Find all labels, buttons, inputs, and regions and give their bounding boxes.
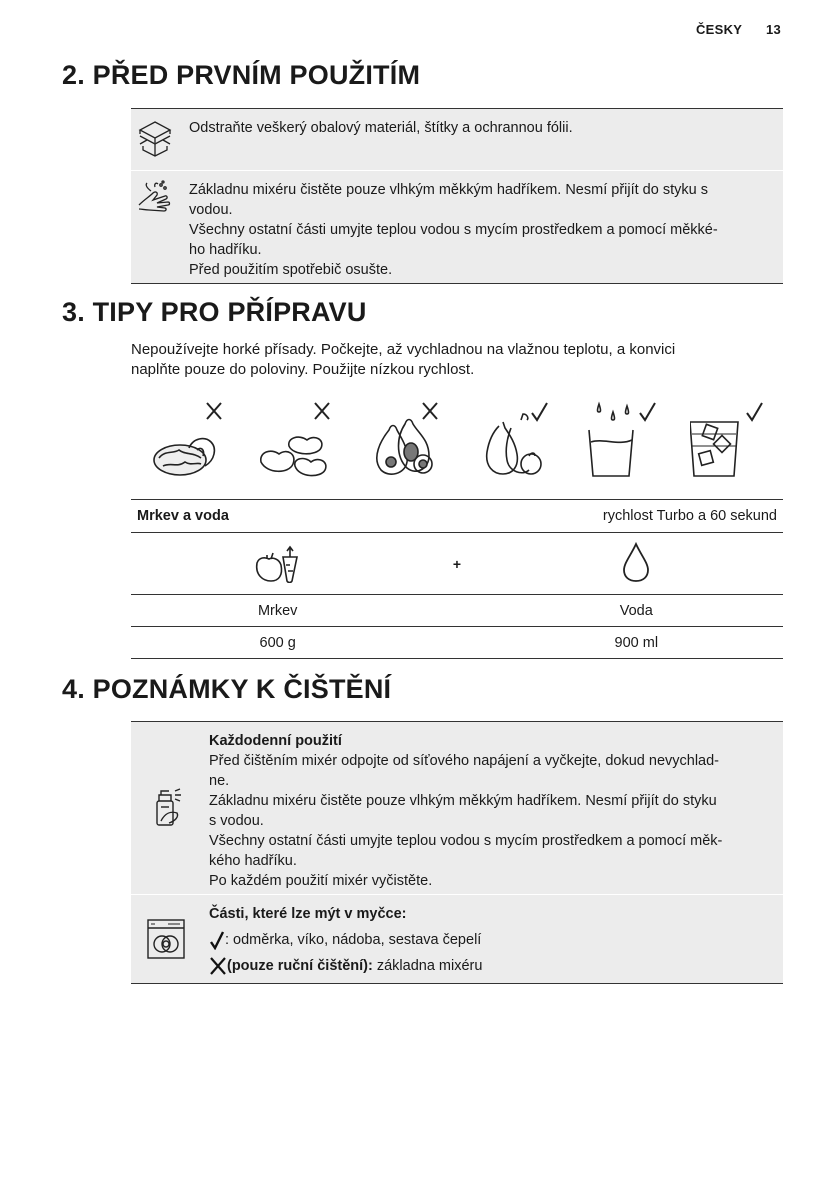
daily-use-row bbox=[131, 722, 783, 894]
ingredient-name-1: Mrkev bbox=[131, 595, 424, 627]
before-first-use-box bbox=[131, 108, 783, 284]
ingredient-amount-1: 600 g bbox=[131, 627, 424, 659]
water-drop-icon bbox=[619, 541, 653, 583]
nuts-icon bbox=[145, 400, 245, 480]
page-number: 13 bbox=[765, 22, 781, 37]
cleaning-row bbox=[131, 170, 783, 283]
check-mark-icon bbox=[640, 403, 655, 420]
cleaning-notes-box bbox=[131, 721, 783, 984]
cross-mark-icon bbox=[209, 956, 227, 976]
ingredient-name-2: Voda bbox=[490, 595, 783, 627]
dishwasher-heading: Části, které lze mýt v myčce: bbox=[209, 906, 407, 922]
section-title-2: 2. PŘED PRVNÍM POUŽITÍM bbox=[62, 60, 421, 90]
pear-apple-icon bbox=[475, 400, 575, 480]
daily-use-heading: Každodenní použití bbox=[209, 733, 342, 749]
plus-sign: + bbox=[424, 533, 489, 595]
glass-ice-icon bbox=[690, 400, 790, 480]
dishwasher-row bbox=[131, 894, 783, 983]
check-mark-icon bbox=[747, 403, 762, 420]
ingredient-name-row bbox=[131, 595, 783, 627]
ingredient-amount-2: 900 ml bbox=[490, 627, 783, 659]
daily-use-text: Každodenní použití Před čištěním mixér odpojte od síťového napájení a vyčkejte, dokud nevychlad- ne. Základnu mixéru čistěte pouze vlhkým měkkým hadříkem. Nesmí přijít do styku s vodou. Všechny ostatní části umyjte teplou vodou s mycím prostředkem a pomocí měk- kého hadříku. Po každém použití mixér vyčistěte. bbox=[201, 722, 783, 894]
glass-water-icon bbox=[583, 400, 683, 480]
recipe-header-row bbox=[131, 500, 783, 533]
page-header bbox=[696, 22, 781, 37]
cleaning-text: Základnu mixéru čistěte pouze vlhkým měkkým hadříkem. Nesmí přijít do styku s vodou. Všechny ostatní části umyjte teplou vodou s mycím prostředkem a pomocí měkké- ho hadříku. Před použitím spotřebič osušte. bbox=[189, 182, 718, 278]
dishwasher-no-line: (pouze ruční čištění): základna mixéru bbox=[209, 956, 775, 976]
recipe-table bbox=[131, 499, 783, 659]
spray-clean-icon bbox=[131, 722, 201, 894]
beans-icon bbox=[253, 400, 353, 480]
check-mark-icon bbox=[532, 403, 547, 420]
unpack-row bbox=[131, 109, 783, 170]
section-title-4: 4. POZNÁMKY K ČIŠTĚNÍ bbox=[62, 674, 392, 704]
vegetables-icon bbox=[253, 541, 303, 583]
hands-wash-icon bbox=[131, 171, 179, 283]
dishwasher-yes-line: : odměrka, víko, nádoba, sestava čepelí bbox=[209, 930, 775, 950]
recipe-name: Mrkev a voda bbox=[131, 500, 424, 533]
language-label: ČESKY bbox=[695, 22, 743, 37]
avocado-icon bbox=[367, 400, 467, 480]
box-unpack-icon bbox=[131, 109, 179, 170]
check-mark-icon bbox=[209, 930, 225, 950]
recipe-setting: rychlost Turbo a 60 sekund bbox=[490, 500, 783, 533]
section-title-3: 3. TIPY PRO PŘÍPRAVU bbox=[62, 297, 367, 327]
unpack-text: Odstraňte veškerý obalový materiál, štítky a ochrannou fólii. bbox=[189, 120, 573, 136]
cross-mark-icon bbox=[315, 403, 329, 419]
tips-intro: Nepoužívejte horké přísady. Počkejte, až vychladnou na vlažnou teplotu, a konvici naplňte pouze do poloviny. Použijte nízkou rychlost. bbox=[131, 341, 676, 378]
cross-mark-icon bbox=[207, 403, 221, 419]
recipe-icons-row bbox=[131, 533, 783, 595]
cross-mark-icon bbox=[423, 403, 437, 419]
ingredient-amount-row bbox=[131, 627, 783, 659]
dishwasher-text bbox=[201, 895, 783, 983]
dishwasher-icon bbox=[131, 895, 201, 983]
